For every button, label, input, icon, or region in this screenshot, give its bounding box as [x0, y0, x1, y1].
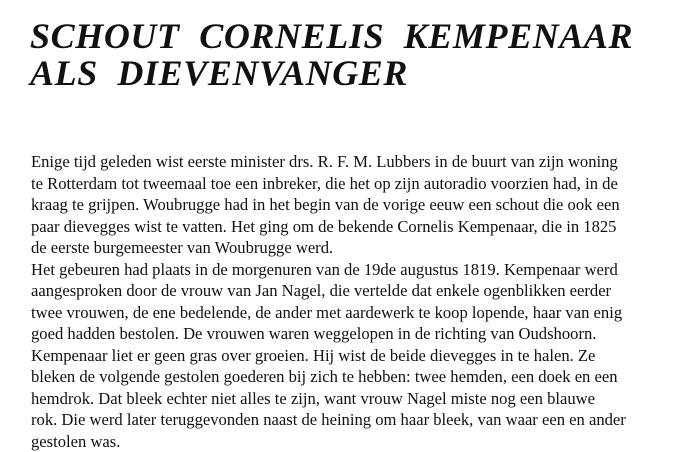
body-line: kraag te grijpen. Woubrugge had in het begin van de vorige eeuw een schout die ook een: [31, 194, 695, 216]
body-line: hemdrok. Dat bleek echter niet alles te zijn, want vrouw Nagel miste nog een blauwe: [31, 388, 695, 410]
body-line: rok. Die werd later teruggevonden naast de heining om haar bleek, van waar een en ander: [31, 409, 695, 431]
body-line: paar dievegges wist te vatten. Het ging om de bekende Cornelis Kempenaar, die in 1825: [31, 216, 695, 238]
body-line: bleken de volgende gestolen goederen bij zich te hebben: twee hemden, een doek en een: [31, 366, 695, 388]
article-title-line-1: SCHOUT CORNELIS KEMPENAAR: [30, 18, 633, 55]
body-line: Het gebeuren had plaats in de morgenuren van de 19de augustus 1819. Kempenaar werd: [31, 259, 695, 281]
body-line: Kempenaar liet er geen gras over groeien. Hij wist de beide dievegges in te halen. Ze: [31, 345, 695, 367]
body-line: twee vrouwen, de ene bedelende, de ander met aardewerk te koop lopende, haar van enig: [31, 302, 695, 324]
body-line: gestolen was.: [31, 431, 695, 452]
body-line: goed hadden bestolen. De vrouwen waren weggelopen in de richting van Oudshoorn.: [31, 323, 695, 345]
body-line: aangesproken door de vrouw van Jan Nagel, die vertelde dat enkele ogenblikken eerder: [31, 280, 695, 302]
body-line: te Rotterdam tot tweemaal toe een inbreker, die het op zijn autoradio voorzien had, in de: [31, 173, 695, 195]
body-line: de eerste burgemeester van Woubrugge werd.: [31, 237, 695, 259]
article-title: [30, 18, 633, 92]
article-body: [31, 151, 695, 452]
article-title-line-2: ALS DIEVENVANGER: [30, 55, 633, 92]
body-line: Enige tijd geleden wist eerste minister drs. R. F. M. Lubbers in de buurt van zijn woning: [31, 151, 695, 173]
